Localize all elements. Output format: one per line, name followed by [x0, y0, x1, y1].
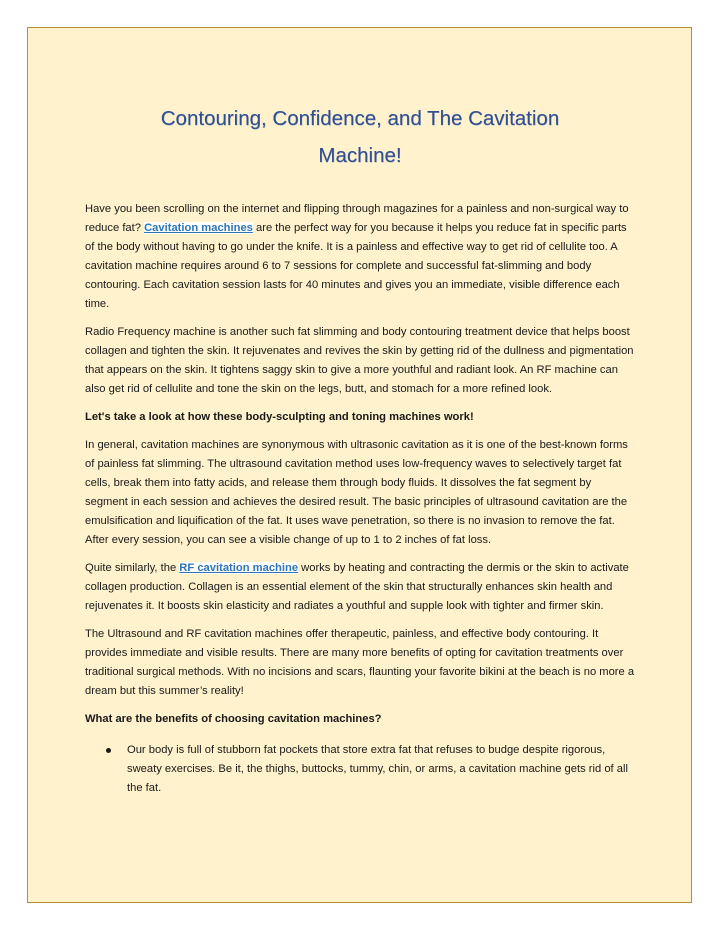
paragraph-rf-text-end: works by heating and contracting the dermis or the skin to activate collagen production. Collagen is an essential element of the skin that structurally enhances skin health and rejuvenates it. It boosts skin elasticity and radiates a youthful and supple look with tighter and firmer skin.	[85, 562, 629, 612]
cavitation-machines-link[interactable]: Cavitation machines	[144, 222, 253, 234]
rf-cavitation-machine-link[interactable]: RF cavitation machine	[179, 562, 299, 574]
document-body	[85, 200, 635, 798]
paragraph-intro-text-start: Have you been scrolling on the internet and flipping through magazines for a painless and non-surgical way to reduce fat?	[85, 203, 629, 234]
list-item-text: Our body is full of stubborn fat pockets that store extra fat that refuses to budge despite rigorous, sweaty exercises. Be it, the thighs, buttocks, tummy, chin, or arms, a cavitation machine gets rid of all the fat.	[127, 744, 628, 794]
paragraph-ultrasonic-cavitation: In general, cavitation machines are synonymous with ultrasonic cavitation as it is one of the best-known forms of painless fat slimming. The ultrasound cavitation method uses low-frequency waves to selectively target fat cells, break them into fatty acids, and release them through body fluids. It dissolves the fat segment by segment in each session and achieves the desired result. The basic principles of ultrasound cavitation are the emulsification and liquification of the fat. It uses wave penetration, so there is no invasion to remove the fat. After every session, you can see a visible change of up to 1 to 2 inches of fat loss.	[85, 439, 628, 546]
list-item	[85, 741, 635, 798]
paragraph-intro	[85, 200, 635, 314]
title-line-2: Machine!	[318, 144, 402, 167]
paragraph-benefits-summary: The Ultrasound and RF cavitation machines offer therapeutic, painless, and effective body contouring. It provides immediate and visible results. There are many more benefits of opting for cavitation treatments over traditional surgical methods. With no incisions and scars, flaunting your favorite bikini at the beach is no more a dream but this summer’s reality!	[85, 628, 635, 697]
paragraph-radio-frequency: Radio Frequency machine is another such fat slimming and body contouring treatment device that helps boost collagen and tighten the skin. It rejuvenates and revives the skin by getting rid of the dullness and pigmentation that appears on the skin. It tightens saggy skin to give a more youthful and radiant look. An RF machine can also get rid of cellulite and tone the skin on the legs, butt, and stomach for a more refined look.	[85, 326, 634, 395]
paragraph-rf-text-start: Quite similarly, the	[85, 562, 180, 574]
paragraph-intro-text-end: are the perfect way for you because it helps you reduce fat in specific parts of the body without having to go under the knife. It is a painless and effective way to get rid of cellulite too. A cavitation machine requires around 6 to 7 sessions for complete and successful fat-slimming and body contouring. Each cavitation session lasts for 40 minutes and gives you an immediate, visible difference each time.	[85, 222, 627, 310]
benefits-list	[85, 741, 635, 798]
bullet-icon	[106, 748, 111, 753]
heading-how-machines-work: Let's take a look at how these body-sculpting and toning machines work!	[85, 411, 474, 423]
heading-benefits: What are the benefits of choosing cavitation machines?	[85, 713, 382, 725]
title-line-1: Contouring, Confidence, and The Cavitation	[160, 107, 560, 130]
paragraph-rf-cavitation	[85, 559, 635, 616]
document-title	[0, 100, 720, 174]
